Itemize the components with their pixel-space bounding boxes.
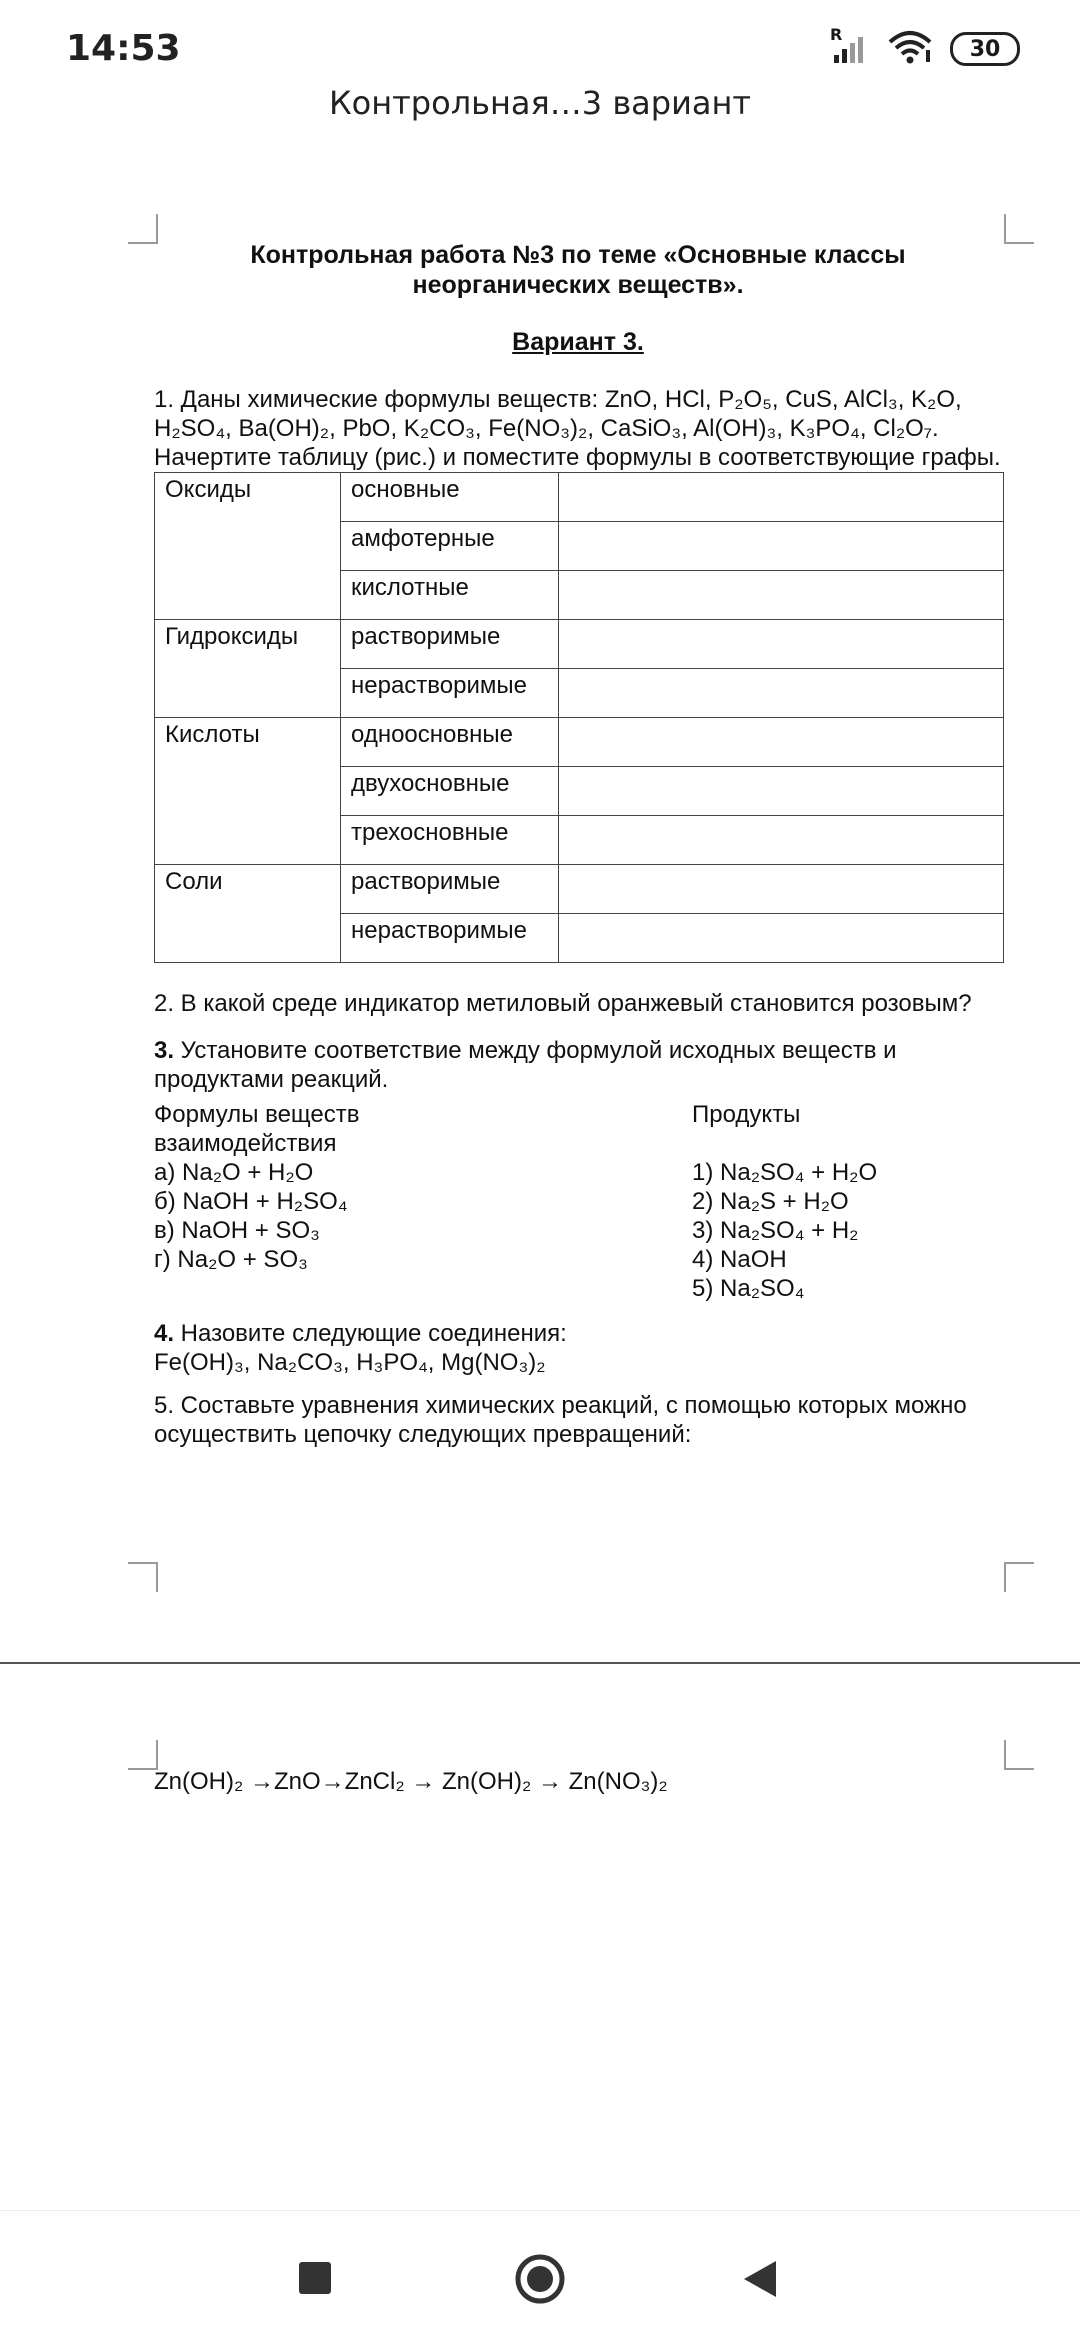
crop-mark xyxy=(1004,1740,1034,1770)
page-divider xyxy=(0,1662,1080,1664)
reactions-columns xyxy=(154,1100,1002,1303)
cell-amphoteric: амфотерные xyxy=(341,522,559,571)
cell-basic: основные xyxy=(341,473,559,522)
reactant-item: в) NaOH + SO₃ xyxy=(154,1217,320,1244)
battery-icon xyxy=(950,32,1020,66)
product-item: 5) Na₂SO₄ xyxy=(692,1275,805,1302)
q3-number: 3. xyxy=(154,1037,175,1064)
q1-text: 1. Даны химические формулы веществ: ZnO, HCl, P₂O₅, CuS, AlCl₃, K₂O, H₂SO₄, Ba(OH)₂, PbO, K₂CO₃, Fe(NO₃)₂, CaSiO₃, Al(OH)₃, K₃PO₄, Cl₂O₇. xyxy=(154,386,962,442)
navigation-bar xyxy=(0,2210,1080,2341)
q5-text: 5. Составьте уравнения химических реакций, с помощью которых можно осуществить цепочку следующих превращений: xyxy=(154,1392,967,1448)
q4-number: 4. xyxy=(154,1320,175,1347)
row-oxides: Оксиды xyxy=(155,473,341,620)
crop-mark xyxy=(128,1740,158,1770)
empty-cell xyxy=(559,473,1004,522)
battery-level: 30 xyxy=(969,36,1001,62)
cell-soluble: растворимые xyxy=(341,620,559,669)
empty-cell xyxy=(559,522,1004,571)
cell-insoluble: нерастворимые xyxy=(341,669,559,718)
table-row xyxy=(155,865,1004,914)
worksheet-heading: Контрольная работа №3 по теме «Основные классы неорганических веществ». xyxy=(250,241,906,299)
roaming-label: R xyxy=(830,25,843,44)
q3-text xyxy=(154,1036,1002,1094)
wifi-icon xyxy=(888,30,932,68)
recents-button[interactable] xyxy=(298,2261,332,2299)
q4-text xyxy=(154,1319,1002,1348)
product-item: 2) Na₂S + H₂O xyxy=(692,1188,849,1215)
classification-table xyxy=(154,472,1004,963)
clock: 14:53 xyxy=(66,28,181,69)
empty-cell xyxy=(559,816,1004,865)
cell-insoluble: нерастворимые xyxy=(341,914,559,963)
signal-icon xyxy=(830,25,870,65)
home-button[interactable] xyxy=(514,2253,566,2309)
q1-instruction: Начертите таблицу (рис.) и поместите формулы в соответствующие графы. xyxy=(154,444,1001,471)
product-item: 3) Na₂SO₄ + H₂ xyxy=(692,1217,859,1244)
cell-tribasic: трехосновные xyxy=(341,816,559,865)
empty-cell xyxy=(559,620,1004,669)
cell-soluble: растворимые xyxy=(341,865,559,914)
question-3 xyxy=(154,1036,1002,1303)
row-hydroxides: Гидроксиды xyxy=(155,620,341,718)
q4-body: Назовите следующие соединения: xyxy=(174,1320,567,1347)
reactant-item: г) Na₂O + SO₃ xyxy=(154,1246,308,1273)
products-header: Продукты xyxy=(692,1101,801,1128)
reactants-column xyxy=(154,1100,692,1303)
question-2 xyxy=(154,989,1002,1018)
home-circle-icon xyxy=(514,2253,566,2305)
row-salts: Соли xyxy=(155,865,341,963)
back-triangle-icon xyxy=(742,2259,778,2299)
back-button[interactable] xyxy=(742,2259,778,2303)
q3-body: Установите соответствие между формулой исходных веществ и продуктами реакций. xyxy=(154,1037,897,1093)
reactants-header: Формулы веществ взаимодействия xyxy=(154,1101,360,1157)
question-1 xyxy=(154,385,1002,472)
conversion-chain: Zn(OH)₂ →ZnO→ZnCl₂ → Zn(OH)₂ → Zn(NO₃)₂ xyxy=(154,1768,668,1795)
document-title: Контрольная…3 вариант xyxy=(328,84,752,122)
crop-mark xyxy=(128,1562,158,1592)
table-row xyxy=(155,473,1004,522)
reactant-item: а) Na₂O + H₂O xyxy=(154,1159,314,1186)
cell-dibasic: двухосновные xyxy=(341,767,559,816)
q4-list: Fe(OH)₃, Na₂CO₃, H₃PO₄, Mg(NO₃)₂ xyxy=(154,1349,546,1376)
table-row xyxy=(155,620,1004,669)
document-page[interactable] xyxy=(154,240,1002,1449)
cell-acidic: кислотные xyxy=(341,571,559,620)
reactant-item: б) NaOH + H₂SO₄ xyxy=(154,1188,348,1215)
crop-mark xyxy=(1004,1562,1034,1592)
cell-monobasic: одноосновные xyxy=(341,718,559,767)
question-4 xyxy=(154,1319,1002,1377)
empty-cell xyxy=(559,914,1004,963)
table-row xyxy=(155,718,1004,767)
empty-cell xyxy=(559,571,1004,620)
product-item: 4) NaOH xyxy=(692,1246,787,1273)
crop-mark xyxy=(1004,214,1034,244)
row-acids: Кислоты xyxy=(155,718,341,865)
product-item: 1) Na₂SO₄ + H₂O xyxy=(692,1159,878,1186)
variant-label: Вариант 3. xyxy=(512,328,644,356)
empty-cell xyxy=(559,767,1004,816)
status-icons xyxy=(830,25,1020,68)
empty-cell xyxy=(559,718,1004,767)
square-icon xyxy=(298,2261,332,2295)
question-5 xyxy=(154,1391,1002,1449)
empty-cell xyxy=(559,669,1004,718)
empty-cell xyxy=(559,865,1004,914)
q2-text: 2. В какой среде индикатор метиловый оранжевый становится розовым? xyxy=(154,990,972,1017)
products-column xyxy=(692,1100,1002,1303)
